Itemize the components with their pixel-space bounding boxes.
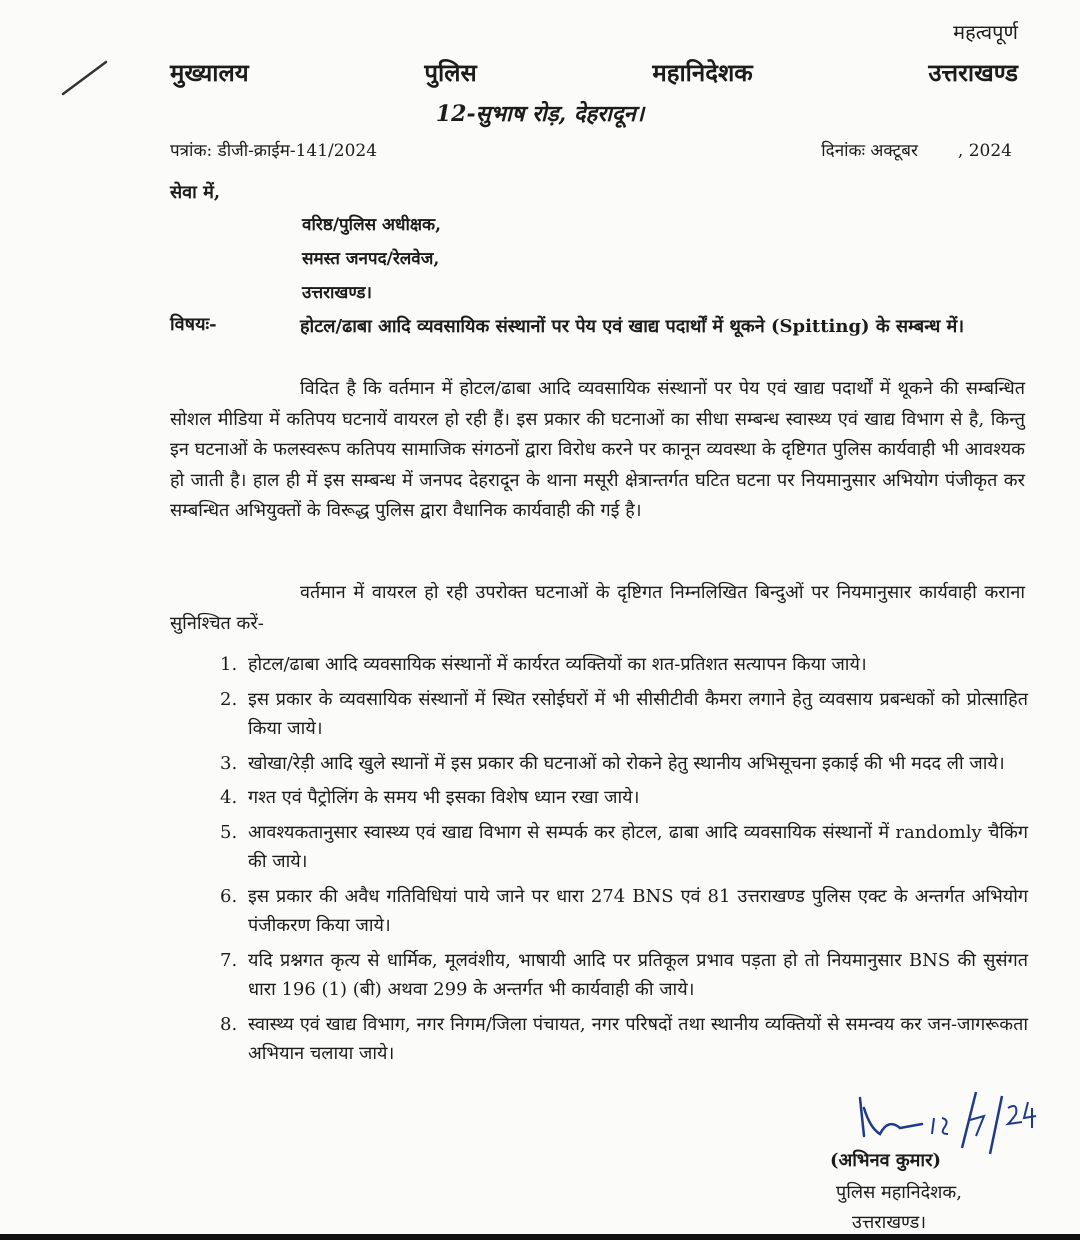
recipient-line: वरिष्ठ/पुलिस अधीक्षक,	[302, 215, 442, 235]
scan-bottom-edge	[0, 1234, 1080, 1240]
letterhead-word: पुलिस	[424, 58, 477, 87]
letterhead-word: महानिदेशक	[652, 58, 753, 87]
importance-mark: महत्वपूर्ण	[953, 20, 1018, 44]
list-item-text: इस प्रकार के व्यवसायिक संस्थानों में स्थित रसोईघरों में भी सीसीटीवी कैमरा लगाने हेतु व्यवसाय प्रबन्धकों को प्रोत्साहित किया जाये।	[248, 688, 1028, 739]
date-label: दिनांकः अक्टूबर	[821, 141, 918, 161]
letterhead	[170, 56, 1018, 89]
subject-text: होटल/ढाबा आदि व्यवसायिक संस्थानों पर पेय एवं खाद्य पदार्थों में थूकने (Spitting) के सम्बन्ध में।	[300, 316, 965, 337]
letterhead-word: उत्तराखण्ड	[928, 58, 1018, 87]
list-item-text: स्वास्थ्य एवं खाद्य विभाग, नगर निगम/जिला पंचायत, नगर परिषदों तथा स्थानीय व्यक्तियों से समन्वय कर जन-जागरूकता अभियान चलाया जाये।	[248, 1013, 1028, 1064]
signatory-state: उत्तराखण्ड।	[852, 1212, 927, 1233]
list-item: 6. इस प्रकार की अवैध गतिविधियां पाये जाने पर धारा 274 BNS एवं 81 उत्तराखण्ड पुलिस एक्ट के अन्तर्गत अभियोग पंजीकरण किया जाये।	[220, 885, 1028, 936]
office-address: 12-सुभाष रोड़, देहरादून।	[435, 101, 645, 127]
letterhead-word: मुख्यालय	[170, 58, 249, 87]
directive-list	[220, 650, 1028, 1074]
body-paragraph: विदित है कि वर्तमान में होटल/ढाबा आदि व्यवसायिक संस्थानों पर पेय एवं खाद्य पदार्थों में थूकने की सम्बन्धित सोशल मीडिया में कतिपय घटनायें वायरल हो रही हैं। इस प्रकार की घटनाओं का सीधा सम्बन्ध स्वास्थ्य एवं खाद्य विभाग से है, किन्तु इन घटनाओं के फलस्वरूप कतिपय सामाजिक संगठनों द्वारा विरोध करने पर कानून व्यवस्था के दृष्टिगत पुलिस कार्यवाही भी आवश्यक हो जाती है। हाल ही में इस सम्बन्ध में जनपद देहरादून के थाना मसूरी क्षेत्रान्तर्गत घटित घटना पर नियमानुसार अभियोग पंजीकृत कर सम्बन्धित अभियुक्तों के विरूद्ध पुलिस द्वारा वैधानिक कार्यवाही की गई है।	[170, 378, 1025, 521]
list-item-text: गश्त एवं पैट्रोलिंग के समय भी इसका विशेष ध्यान रखा जाये।	[248, 787, 640, 808]
letter-date	[821, 138, 1012, 161]
list-item-text: होटल/ढाबा आदि व्यवसायिक संस्थानों में कार्यरत व्यक्तियों का शत-प्रतिशत सत्यापन किया जाये।	[248, 654, 867, 675]
date-year: , 2024	[957, 141, 1012, 161]
body-paragraph: वर्तमान में वायरल हो रही उपरोक्त घटनाओं के दृष्टिगत निम्नलिखित बिन्दुओं पर नियमानुसार कार्यवाही कराना सुनिश्चित करें-	[170, 582, 1025, 634]
list-item-text: इस प्रकार की अवैध गतिविधियां पाये जाने पर धारा 274 BNS एवं 81 उत्तराखण्ड पुलिस एक्ट के अन्तर्गत अभियोग पंजीकरण किया जाये।	[248, 885, 1028, 936]
list-item: 1. होटल/ढाबा आदि व्यवसायिक संस्थानों में कार्यरत व्यक्तियों का शत-प्रतिशत सत्यापन किया जाये।	[220, 654, 867, 675]
list-item: 5. आवश्यकतानुसार स्वास्थ्य एवं खाद्य विभाग से सम्पर्क कर होटल, ढाबा आदि व्यवसायिक संस्थानों में randomly चैकिंग की जाये।	[220, 821, 1028, 872]
recipient-line: समस्त जनपद/रेलवेज,	[302, 249, 440, 269]
recipient-line: उत्तराखण्ड।	[302, 283, 372, 303]
subject-label: विषयः-	[170, 314, 217, 335]
list-item: 4. गश्त एवं पैट्रोलिंग के समय भी इसका विशेष ध्यान रखा जाये।	[220, 787, 640, 808]
signatory-name: (अभिनव कुमार)	[830, 1150, 941, 1171]
list-item: 2. इस प्रकार के व्यवसायिक संस्थानों में स्थित रसोईघरों में भी सीसीटीवी कैमरा लगाने हेतु व्यवसाय प्रबन्धकों को प्रोत्साहित किया जाये।	[220, 688, 1028, 739]
reference-number: पत्रांक: डीजी-क्राईम-141/2024	[170, 141, 378, 161]
list-item-text: आवश्यकतानुसार स्वास्थ्य एवं खाद्य विभाग से सम्पर्क कर होटल, ढाबा आदि व्यवसायिक संस्थानों में randomly चैकिंग की जाये।	[248, 821, 1028, 872]
salutation: सेवा में,	[170, 182, 221, 203]
signatory-designation: पुलिस महानिदेशक,	[836, 1182, 962, 1203]
list-item: 8. स्वास्थ्य एवं खाद्य विभाग, नगर निगम/जिला पंचायत, नगर परिषदों तथा स्थानीय व्यक्तियों से समन्वय कर जन-जागरूकता अभियान चलाया जाये।	[220, 1013, 1028, 1064]
list-item-text: खोखा/रेड़ी आदि खुले स्थानों में इस प्रकार की घटनाओं को रोकने हेतु स्थानीय अभिसूचना इकाई की भी मदद ली जाये।	[248, 752, 1005, 774]
list-item: 7. यदि प्रश्नगत कृत्य से धार्मिक, मूलवंशीय, भाषायी आदि पर प्रतिकूल प्रभाव पड़ता हो तो नियमानुसार BNS की सुसंगत धारा 196 (1) (बी) अथवा 299 के अन्तर्गत भी कार्यवाही की जाये।	[220, 949, 1028, 1000]
list-item: 3. खोखा/रेड़ी आदि खुले स्थानों में इस प्रकार की घटनाओं को रोकने हेतु स्थानीय अभिसूचना इकाई की भी मदद ली जाये।	[220, 752, 1005, 774]
list-item-text: यदि प्रश्नगत कृत्य से धार्मिक, मूलवंशीय, भाषायी आदि पर प्रतिकूल प्रभाव पड़ता हो तो नियमानुसार BNS की सुसंगत धारा 196 (1) (बी) अथवा 299 के अन्तर्गत भी कार्यवाही की जाये।	[248, 949, 1028, 1000]
pen-stroke-mark	[60, 58, 110, 98]
